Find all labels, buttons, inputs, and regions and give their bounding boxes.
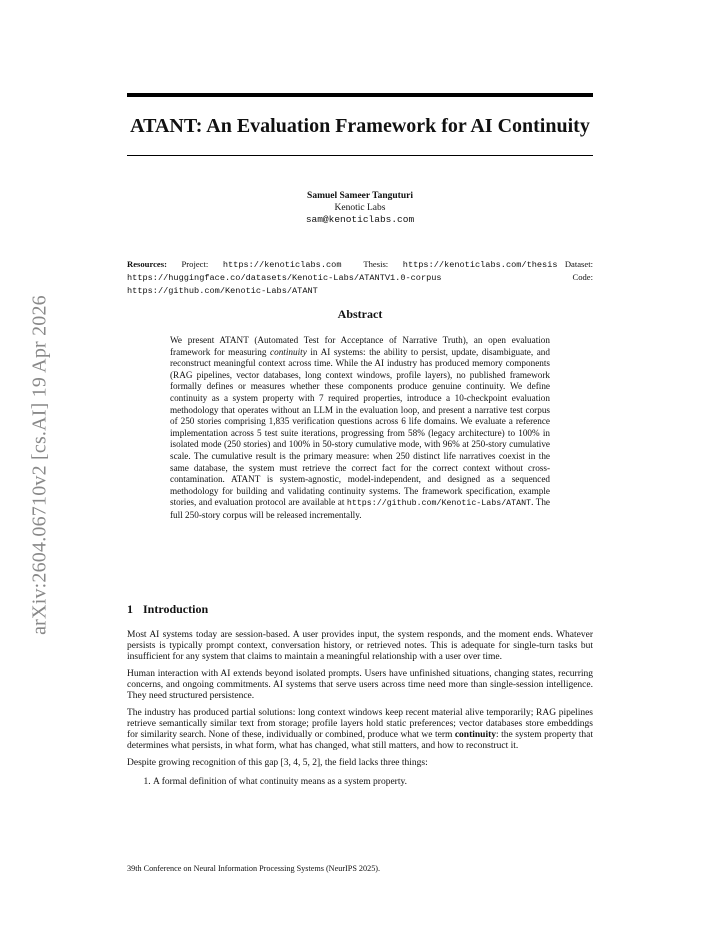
intro-paragraph-4: Despite growing recognition of this gap [3, 4, 5, 2], the field lacks three things:: [127, 758, 428, 768]
project-label: Project:: [181, 259, 209, 269]
introduction-body: [127, 630, 593, 788]
intro-list: [127, 777, 593, 788]
intro-paragraph-3: [127, 708, 593, 752]
title-bottom-rule: [127, 155, 593, 156]
intro-p3-text-b: : the system property that determines what persists, in what form, what has changed, what still matters, and how to reconstruct it.: [127, 730, 593, 751]
abstract-emphasis: continuity: [270, 346, 307, 357]
section-title: Introduction: [143, 602, 209, 616]
intro-paragraph-1: Most AI systems today are session-based. A user provides input, the system responds, and the moment ends. Whatever persists is typically prompt context, conversation history, or retrieved notes. This is adequate for single-turn tasks but insufficient for any system that claims to maintain a meaningful relationship with a user over time.: [127, 630, 593, 662]
conference-footer: 39th Conference on Neural Information Processing Systems (NeurIPS 2025).: [127, 864, 381, 873]
author-affiliation: Kenotic Labs: [334, 203, 386, 213]
title-top-rule: [127, 93, 593, 97]
paper-title: ATANT: An Evaluation Framework for AI Continuity: [130, 115, 590, 137]
list-item: 1. A formal definition of what continuity means as a system property.: [153, 777, 593, 788]
resources-block: [127, 258, 593, 297]
project-link[interactable]: https://kenoticlabs.com: [222, 260, 342, 270]
abstract-body: [170, 335, 550, 522]
dataset-label: Dataset:: [564, 259, 593, 269]
abstract-text-1: We present ATANT (Automated Test for Acceptance of Narrative Truth), an open evaluation framework for measuring: [170, 335, 550, 357]
arxiv-sidebar-stamp: [20, 262, 60, 668]
resources-label: Resources:: [127, 259, 167, 269]
code-link[interactable]: https://github.com/Kenotic-Labs/ATANT: [127, 286, 318, 296]
author-name: Samuel Sameer Tanguturi: [307, 191, 413, 201]
author-email[interactable]: sam@kenoticlabs.com: [305, 214, 415, 225]
abstract-heading: Abstract: [337, 307, 383, 321]
thesis-label: Thesis:: [363, 259, 389, 269]
intro-paragraph-2: Human interaction with AI extends beyond isolated prompts. Users have unfinished situations, changing states, recurring concerns, and ongoing commitments. AI systems that serve users across time need more than single-session intelligence. They need structured persistence.: [127, 669, 593, 701]
abstract-repo-link[interactable]: https://github.com/Kenotic-Labs/ATANT: [346, 499, 532, 509]
thesis-link[interactable]: https://kenoticlabs.com/thesis: [402, 260, 558, 270]
intro-p3-bold: continuity: [454, 730, 497, 740]
code-label: Code:: [572, 272, 593, 282]
author-block: [127, 190, 593, 226]
dataset-link[interactable]: https://huggingface.co/datasets/Kenotic-Labs/ATANTV1.0-corpus: [127, 273, 442, 283]
section-number: 1: [127, 602, 133, 616]
arxiv-id: arXiv:2604.06710v2 [cs.AI] 19 Apr 2026: [28, 295, 51, 635]
section-heading-introduction: [127, 602, 208, 617]
abstract-text-2: in AI systems: the ability to persist, update, disambiguate, and reconstruct meaningful context across time. While the AI industry has produced memory components (RAG pipelines, vector databases, long context windows, profile layers), no published framework formally defines or measures whether these components produce genuine continuity. We define continuity as a system property with 7 required properties, introduce a 10-checkpoint evaluation methodology that operates without an LLM in the evaluation loop, and present a narrative test corpus of 250 stories comprising 1,835 verification questions across 6 life domains. We evaluate a reference implementation across 5 test suite iterations, progressing from 58% (legacy architecture) to 100% in isolated mode (250 stories) and 100% in 50-story cumulative mode, with 96% at 250-story cumulative scale. The cumulative result is the primary measure: when 250 distinct life narratives coexist in the same database, the system must retrieve the correct fact for the correct context without cross-contamination. ATANT is system-agnostic, model-independent, and designed as a sequenced methodology for building and validating continuity systems. The framework specification, example stories, and evaluation protocol are available at: [170, 346, 550, 508]
intro-p3-text-a: The industry has produced partial solutions: long context windows keep recent material alive temporarily; RAG pipelines retrieve semantically similar text from storage; profile layers hold static preferences; vector databases store embeddings for similarity search. None of these, individually or combined, produce what we term: [127, 708, 593, 740]
abstract-text-3: . The full 250-story corpus will be released incrementally.: [170, 497, 550, 520]
